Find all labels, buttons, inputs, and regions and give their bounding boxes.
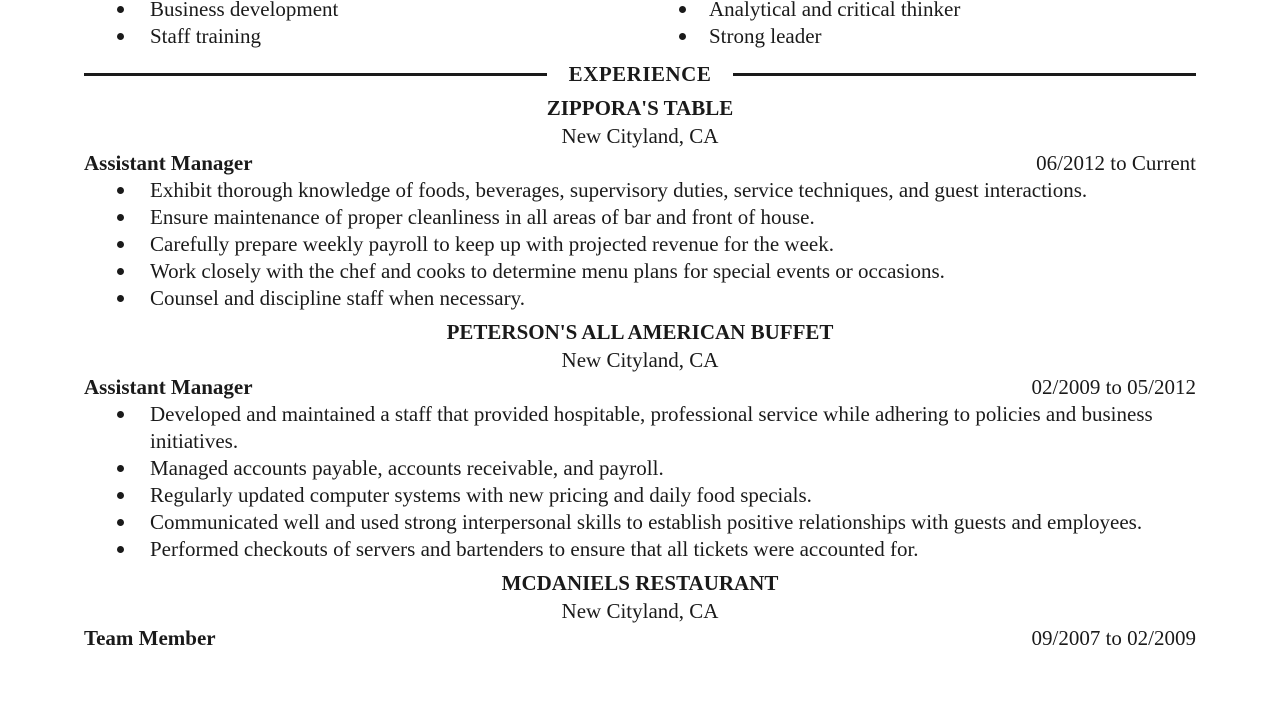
company-location: New Cityland, CA	[561, 124, 719, 148]
bullet-icon	[117, 465, 124, 472]
skill-text: Strong leader	[709, 24, 822, 48]
role-line	[84, 150, 1196, 177]
skill-text: Analytical and critical thinker	[709, 0, 961, 21]
duty-text: Developed and maintained a staff that provided hospitable, professional service while adhering to policies and business initiatives.	[150, 402, 1153, 453]
bullet-icon	[117, 6, 124, 13]
duty-text: Managed accounts payable, accounts receivable, and payroll.	[150, 456, 664, 480]
duty-text: Work closely with the chef and cooks to determine menu plans for special events or occasions.	[150, 259, 945, 283]
skill-item	[84, 23, 644, 50]
skill-item	[84, 0, 644, 23]
divider-right	[733, 73, 1196, 76]
job-entry	[84, 569, 1196, 652]
duty-item	[84, 401, 1196, 455]
company-name: ZIPPORA'S TABLE	[546, 96, 734, 120]
skill-item	[644, 23, 1196, 50]
duty-text: Counsel and discipline staff when necessary.	[150, 286, 525, 310]
company-name: PETERSON'S ALL AMERICAN BUFFET	[446, 320, 834, 344]
duty-item	[84, 455, 1196, 482]
skill-item	[644, 0, 1196, 23]
duty-item	[84, 177, 1196, 204]
bullet-icon	[117, 241, 124, 248]
resume-page	[84, 0, 1196, 658]
job-dates: 09/2007 to 02/2009	[1031, 626, 1196, 650]
role-line	[84, 625, 1196, 652]
skills-column-right	[644, 0, 1196, 50]
job-title: Team Member	[84, 626, 216, 650]
duty-text: Performed checkouts of servers and bartenders to ensure that all tickets were accounted for.	[150, 537, 919, 561]
skill-text: Business development	[150, 0, 339, 21]
divider-left	[84, 73, 547, 76]
duty-item	[84, 204, 1196, 231]
duties-list	[84, 177, 1196, 312]
job-title: Assistant Manager	[84, 375, 253, 399]
bullet-icon	[679, 33, 686, 40]
job-title: Assistant Manager	[84, 151, 253, 175]
role-line	[84, 374, 1196, 401]
skill-text: Staff training	[150, 24, 262, 48]
bullet-icon	[117, 214, 124, 221]
skills-column-left	[84, 0, 644, 50]
job-entry	[84, 318, 1196, 563]
bullet-icon	[117, 519, 124, 526]
duty-item	[84, 231, 1196, 258]
skills-section	[84, 0, 1196, 50]
duty-item	[84, 482, 1196, 509]
duty-item	[84, 509, 1196, 536]
company-name: MCDANIELS RESTAURANT	[501, 571, 779, 595]
company-location: New Cityland, CA	[561, 348, 719, 372]
bullet-icon	[117, 546, 124, 553]
duty-text: Carefully prepare weekly payroll to keep up with projected revenue for the week.	[150, 232, 834, 256]
duty-text: Ensure maintenance of proper cleanliness in all areas of bar and front of house.	[150, 205, 815, 229]
section-title: EXPERIENCE	[568, 61, 712, 86]
job-dates: 02/2009 to 05/2012	[1031, 375, 1196, 399]
duty-item	[84, 536, 1196, 563]
duty-item	[84, 285, 1196, 312]
experience-section-header	[84, 54, 1196, 94]
duties-list	[84, 401, 1196, 563]
job-dates: 06/2012 to Current	[1036, 151, 1196, 175]
duty-text: Exhibit thorough knowledge of foods, beverages, supervisory duties, service techniques, and guest interactions.	[150, 178, 1088, 202]
bullet-icon	[117, 492, 124, 499]
duty-item	[84, 258, 1196, 285]
bullet-icon	[117, 268, 124, 275]
bullet-icon	[117, 33, 124, 40]
bullet-icon	[117, 295, 124, 302]
bullet-icon	[117, 411, 124, 418]
company-location: New Cityland, CA	[561, 599, 719, 623]
bullet-icon	[117, 187, 124, 194]
job-entry	[84, 94, 1196, 312]
bullet-icon	[679, 6, 686, 13]
duty-text: Communicated well and used strong interpersonal skills to establish positive relationships with guests and employees.	[150, 510, 1143, 534]
duty-text: Regularly updated computer systems with new pricing and daily food specials.	[150, 483, 812, 507]
